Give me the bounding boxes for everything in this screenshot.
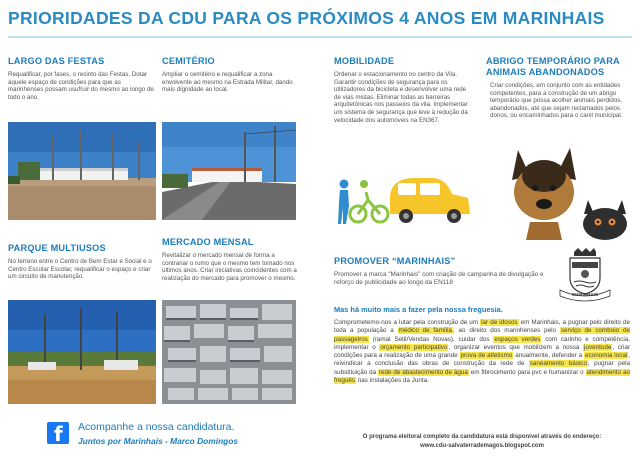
section-largo-das-festas — [8, 56, 156, 101]
section-parque-multiusos — [8, 243, 158, 281]
commitment-text: Comprometemo-nos a lutar pela construção de um lar de idosos em Marinhais, a pugnar pelo direito de toda a população a médico de família, ao direito dos marinhenses pelo serviço de comboio de passageiros (ramal Setil/Vendas Novas), cuidar dos espaços verdes com carinho e competência, implementar o orçamento participativo, organizar eventos que mobilizem a nossa juventude, criar condições para a realização de uma grande prova de atletismo anualmente, defender a economia local, reivindicar a conclusão das obras de construção da rede de saneamento básico, pugnar pela substituição da rede de abastecimento de água em fibrocimento para pvc e humanizar o atendimento ao freguês nas instalações da Junta. — [334, 319, 631, 385]
section-text: Requalificar, por fases, o recinto das Festas. Dotar aquele espaço de condições para que as marinhenses possam usufruir do mesmo ao longo de todo o ano. — [8, 71, 154, 101]
section-cemiterio — [162, 56, 302, 94]
section-title: PARQUE MULTIUSOS — [8, 243, 106, 253]
mobility-illustration — [334, 170, 476, 226]
section-title: PROMOVER “MARINHAIS” — [334, 256, 456, 266]
highlight-lar-de-idosos: lar de idosos — [481, 319, 518, 326]
parque-photo — [8, 300, 156, 404]
section-promover-marinhais — [334, 256, 544, 286]
cemiterio-photo — [162, 122, 296, 220]
dog-cat-photo — [490, 140, 630, 240]
largo-photo — [8, 122, 156, 220]
highlight-espacos-verdes: espaços verdes — [494, 335, 541, 343]
highlight-orcamento: orçamento participativo — [380, 343, 448, 351]
highlight-rede-agua: rede de abastecimento de água — [378, 368, 468, 376]
highlight-atletismo: prova de atletismo — [460, 352, 513, 360]
cyclist-icon — [350, 180, 388, 222]
highlight-juventude: juventude — [584, 343, 612, 351]
crest-banner: MARINHAIS — [571, 292, 599, 297]
section-title: MERCADO MENSAL — [162, 237, 254, 247]
highlight-saneamento: saneamento básico — [529, 360, 587, 368]
section-title: LARGO DAS FESTAS — [8, 56, 105, 66]
highlight-comboio: serviço de comboio de passageiros — [334, 327, 630, 343]
highlight-medico-de-familia: médico de família — [398, 327, 452, 335]
facebook-follow-text: Acompanhe a nossa candidatura. — [78, 421, 235, 433]
facebook-icon[interactable]: f — [47, 422, 69, 444]
highlight-atendimento: atendimento ao freguês — [334, 368, 631, 385]
facebook-page-name[interactable]: Juntos por Marinhais - Marco Domingos — [78, 436, 239, 446]
section-title: ABRIGO TEMPORÁRIO PARA ANIMAIS ABANDONADOS — [486, 56, 620, 77]
highlight-economia-local: economia local — [585, 352, 628, 360]
section-text: Revitalizar o mercado mensal de forma a contrariar o rumo que o mesmo tem tomado nos últimos anos. Criar iniciativas coincidentes com a realização do mercado para promover o mesmo. — [162, 252, 297, 282]
commitment-block — [334, 305, 630, 385]
section-mercado-mensal — [162, 237, 302, 282]
title-divider — [8, 36, 632, 38]
program-url-link[interactable]: www.cdu-salvaterrademagos.blogspot.com — [420, 443, 544, 449]
section-text: Ordenar o estacionamento no centro da Vila. Garantir condições de segurança para os utilizadores da bicicleta e desenvolver uma rede de vias mistas. Eliminar todas as barreiras arquitetónicas nos passeios da vila. Implementar um sistema de segurança que leve à redução da velocidade dos automóveis na EN367. — [334, 71, 468, 124]
marinhais-crest — [554, 246, 616, 302]
section-title: MOBILIDADE — [334, 56, 395, 66]
program-note: O programa eleitoral completo da candidatura está disponível através do endereço: — [362, 434, 602, 440]
section-text: Promover a marca “Marinhais” com criação de campanha de divulgação e reforço de publicidade ao longo da EN118 — [334, 271, 544, 286]
section-abrigo — [486, 56, 632, 120]
section-text: Criar condições, em conjunto com as entidades competentes, para a construção de um abrigo temporário que possa acolher animais perdidos, abandonados, até que sejam reclamados pelos donos, ou encaminhados para o canil municipal. — [490, 82, 623, 120]
section-text: No terreno entre o Centro de Bem Estar e Social e o Centro Escolar Escolar, requalificar o espaço e criar um circuito de manutenção. — [8, 258, 152, 281]
car-icon — [390, 178, 470, 223]
page-title: PRIORIDADES DA CDU PARA OS PRÓXIMOS 4 ANOS EM MARINHAIS — [8, 8, 605, 28]
pedestrian-icon — [338, 180, 349, 225]
commitment-lead: Mas há muito mais a fazer pela nossa freguesia. — [334, 305, 503, 314]
section-mobilidade — [334, 56, 468, 124]
section-title: CEMITÉRIO — [162, 56, 215, 66]
mercado-photo — [162, 300, 296, 404]
section-text: Ampliar o cemitério e requalificar a zona envolvente ao mesmo na Estrada Militar, dando mais dignidade ao local. — [162, 71, 293, 94]
